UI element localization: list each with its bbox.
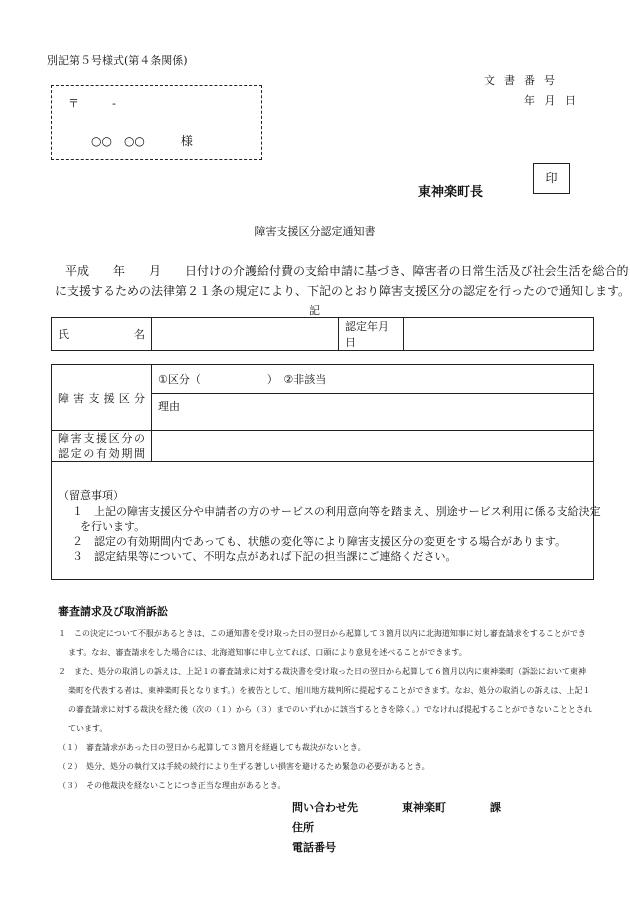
contact-town: 東神楽町 [402,801,446,814]
name-value-cell [152,318,339,351]
contact-section: 課 [490,801,501,814]
body-line-1: 平成 年 月 日付けの介護給付費の支給申請に基づき、障害者の日常生活及び社会生活を総合的 [65,264,629,278]
appeal-line: ています。 [68,724,108,733]
appeal-line: ます。なお、審査請求をした場合には、北海道知事に申し立てれば、口頭により意見を述べることができます。 [68,648,467,657]
appeal-section-title: 審査請求及び取消訴訟 [58,605,168,618]
seal-box: 印 [533,163,570,194]
certification-date-value [404,318,594,351]
date-label: 年 月 日 [524,94,576,107]
ki-heading: 記 [309,304,320,317]
reason-cell: 理由 [152,394,594,431]
validity-period-value [152,431,594,462]
note-item-1-line-2: を行います。 [80,520,146,533]
appeal-line: １ この決定について不服があるときは、この通知書を受け取った日の翌日から起算して３箇月以内に北海道知事に対し審査請求をすることができ [58,629,586,638]
appeal-line: 楽町を代表する者は、東神楽町長となります。）を被告として、旭川地方裁判所に提起することができます。なお、処分の取消しの訴えは、上記１ [68,686,591,695]
category-options: ①区分（ ） ②非該当 [152,365,594,394]
note-item-2: ２ 認定の有効期間内であっても、状態の変化等により障害支援区分の変更をする場合があります。 [72,535,567,548]
note-item-3: ３ 認定結果等について、不明な点があれば下記の担当課にご連絡ください。 [72,550,457,563]
document-title: 障害支援区分認定通知書 [254,225,376,238]
name-date-table [51,317,594,351]
contact-label: 問い合わせ先 [292,801,358,814]
appeal-line: ２ また、処分の取消しの訴えは、上記１の審査請求に対する裁決書を受け取った日の翌日から起算して６箇月以内に東神楽町（訴訟において東神 [58,667,586,676]
appeal-line: （１） 審査請求があった日の翌日から起算して３箇月を経過しても裁決がないとき。 [58,743,366,752]
appeal-line: の審査請求に対する裁決を経た後（次の（１）から（３）までのいずれかに該当するときを除く。）でなければ提起することができないこととされ [68,705,592,714]
form-number: 別記第５号様式(第４条関係) [47,54,188,67]
postal-code: 〒 - [68,97,116,110]
issuer-title: 東神楽町長 [418,185,484,200]
support-category-label: 障害支援区分 [52,365,152,431]
notes-title: （留意事項） [58,489,124,502]
contact-phone-label: 電話番号 [292,841,336,854]
document-number-label: 文書番号 [484,74,564,87]
recipient-name: ○○ ○○ 様 [91,134,193,148]
body-line-2: に支援するための法律第２１条の規定により、下記のとおり障害支援区分の認定を行ったので通知します。 [55,284,630,298]
address-box [51,85,262,160]
appeal-line: （２） 処分、処分の執行又は手続の続行により生ずる著しい損害を避けるため緊急の必要があるとき。 [58,762,430,771]
name-label: 氏 名 [52,318,152,351]
validity-period-label: 障害支援区分の 認定の有効期間 [52,431,152,462]
certification-date-label: 認定年月日 [339,318,404,351]
appeal-line: （３） その他裁決を経ないことにつき正当な理由があるとき。 [58,781,286,790]
contact-address-label: 住所 [292,821,314,834]
note-item-1-line-1: １ 上記の障害支援区分や申請者の方のサービスの利用意向等を踏まえ、別途サービス利用に係る支給決定 [72,505,601,518]
